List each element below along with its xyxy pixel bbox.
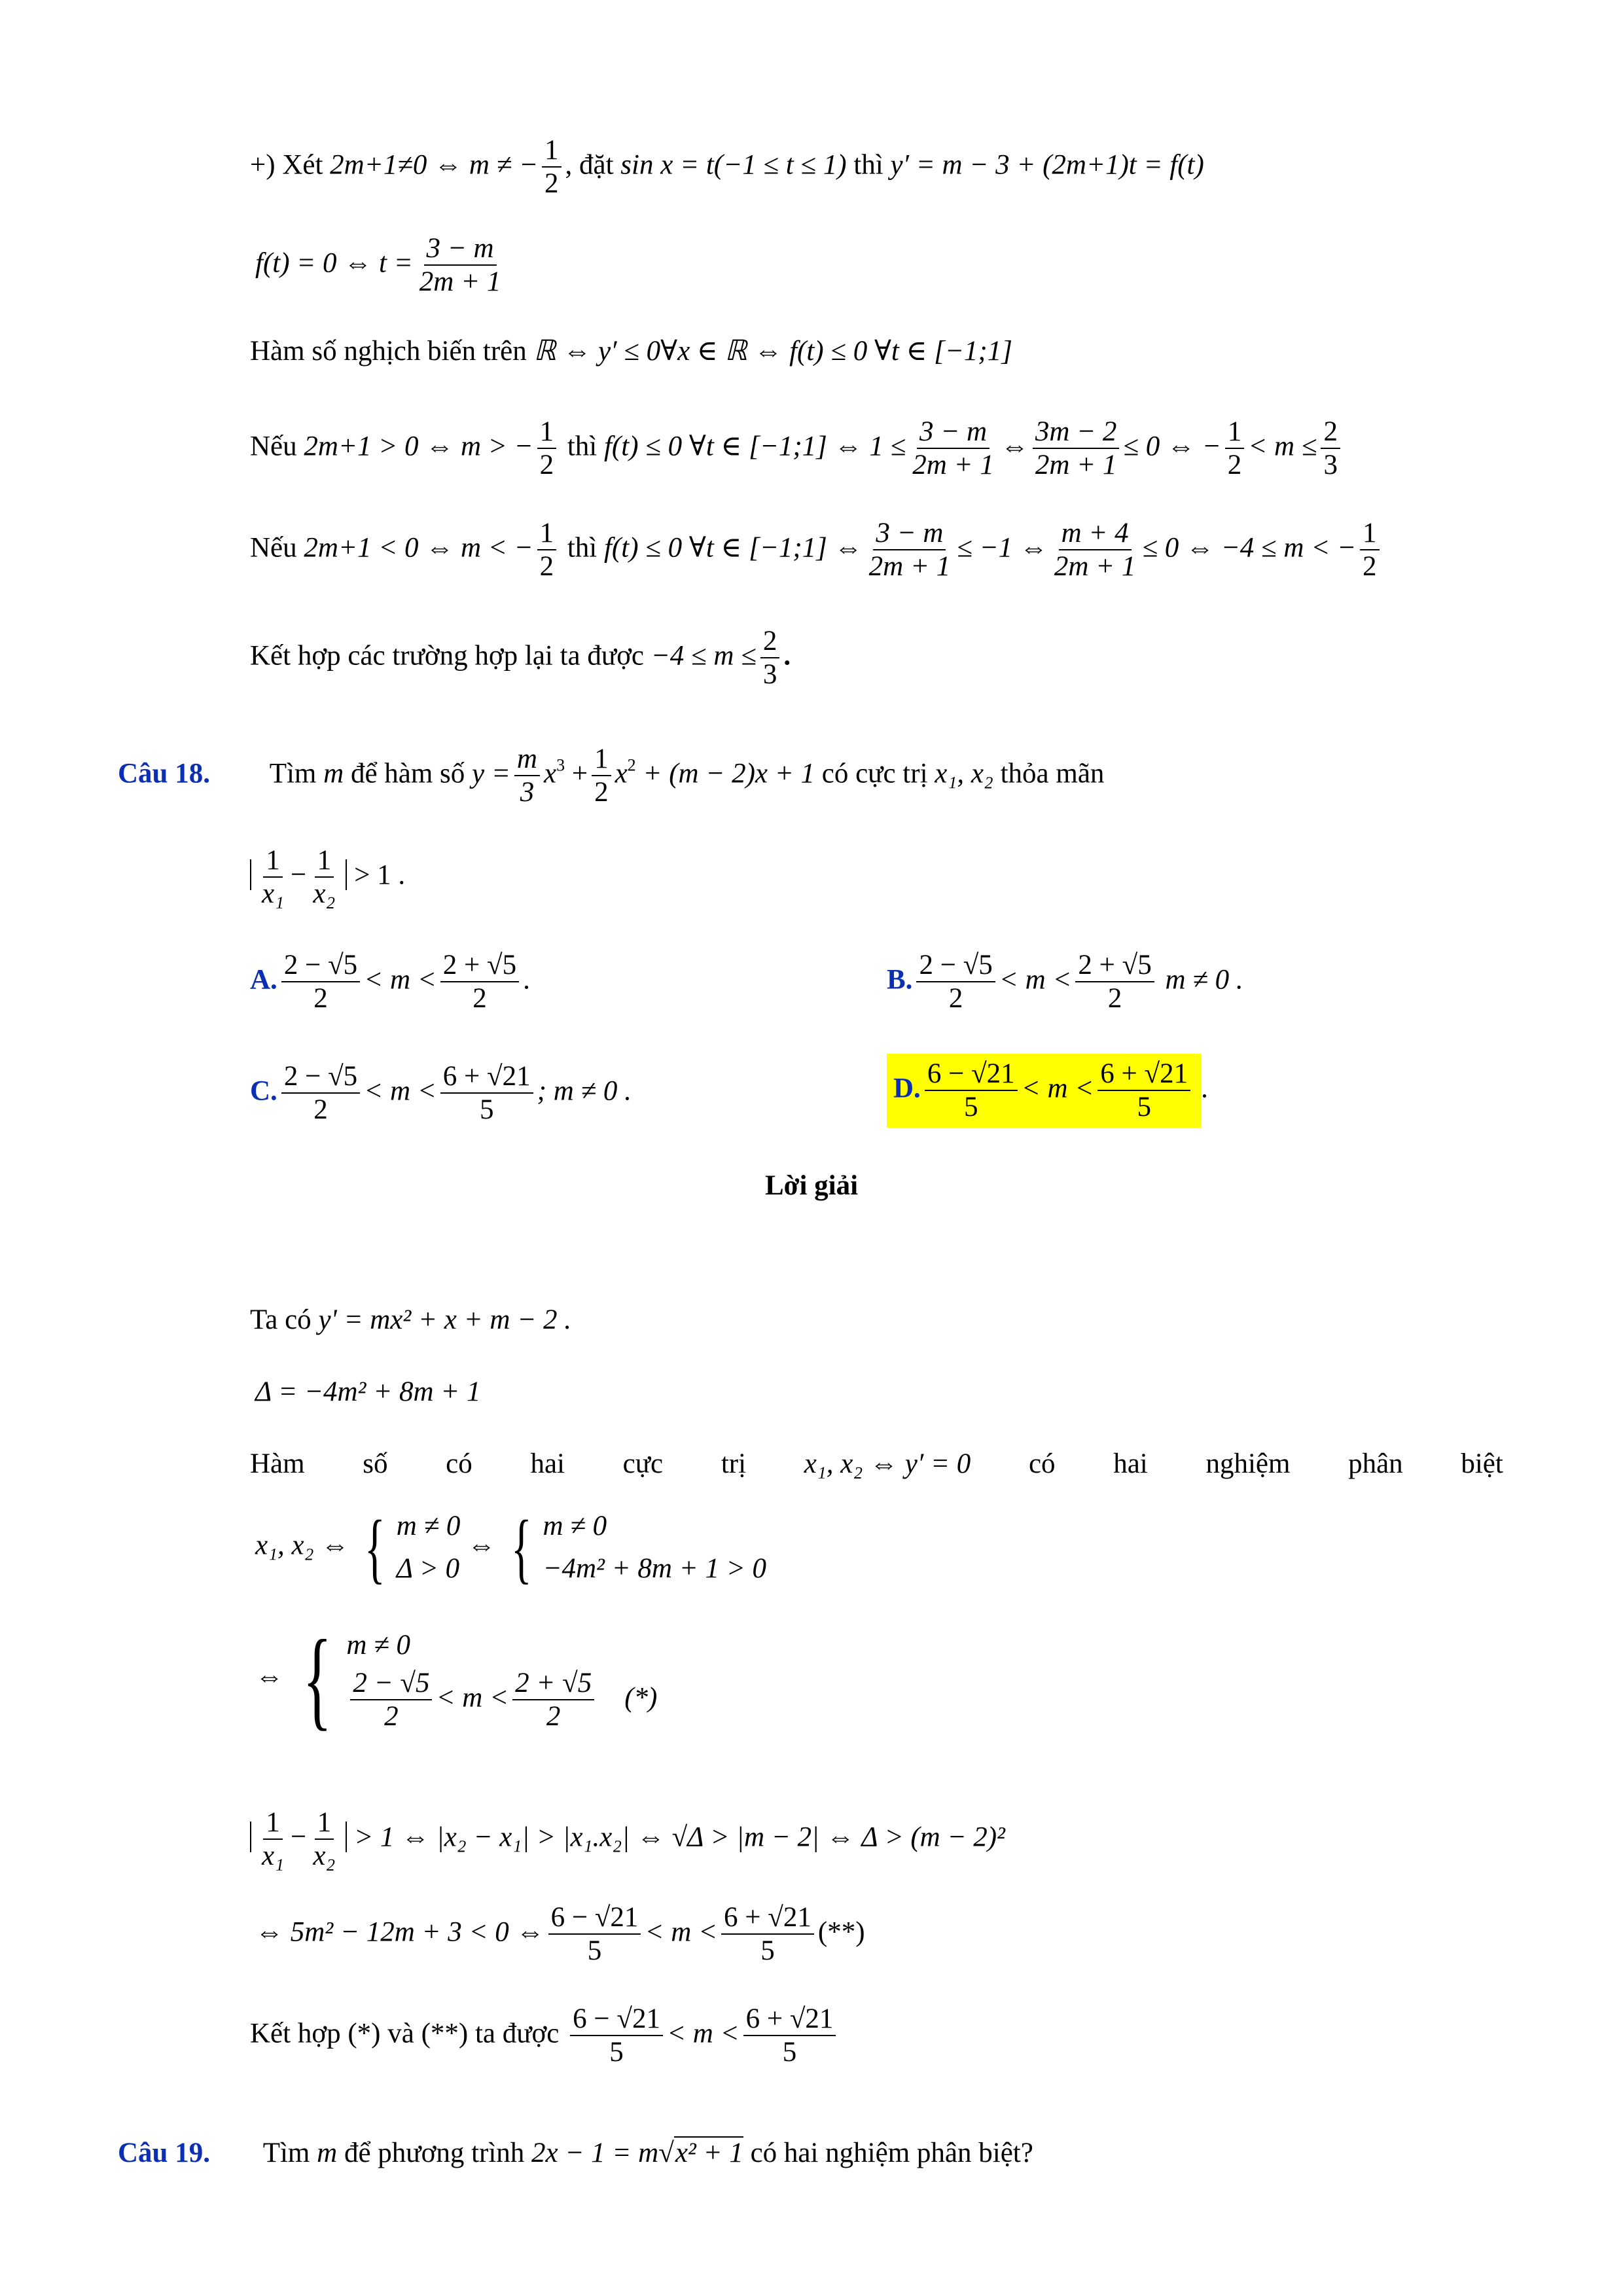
word: cực [622, 1448, 664, 1479]
word: phân [1348, 1448, 1403, 1479]
justified-words [250, 1450, 1503, 1478]
option-c[interactable]: C. $\frac{2 - √5}{2}$ < m < $\frac{6 + √21}{5}$ ; m ≠ 0 . [250, 1061, 632, 1126]
line-decreasing-condition: Hàm số nghịch biến trên ℝ ⇔ y′ ≤ 0∀x ∈ ℝ ⇔ f(t) ≤ 0 ∀t ∈ [−1;1] [250, 336, 1012, 367]
word: số [363, 1448, 388, 1479]
fraction: $\frac{6 - √21}{5}$ [548, 1901, 641, 1967]
fraction: $\frac{3 - m}{2m + 1}$ [912, 416, 994, 481]
fraction: $\frac{2 + √5}{2}$ [1075, 949, 1154, 1015]
question-18-condition: $\frac{1}{\text{x₁}}$ − $\frac{1}{\text{x₂}}$ > 1 . [250, 844, 405, 910]
fraction: $\frac{1}{\text{x₂}}$ [313, 1807, 336, 1872]
fraction: $\frac{2 + √5}{2}$ [440, 949, 519, 1015]
fraction: $\frac{6 - √21}{5}$ [570, 2003, 663, 2069]
fraction: $\frac{2}{3}$ [1321, 416, 1340, 482]
option-d[interactable]: D. $\frac{6 - √21}{5}$ < m < $\frac{6 + √21}{5}$ . [887, 1054, 1208, 1128]
fraction: $\frac{1}{\text{x₁}}$ [262, 845, 285, 910]
question-18-prompt: Câu 18. Tìm m để hàm số y = $\frac{m}{3}$ $x^3$ + $\frac{1}{2}$ $x^2 + (m - 2)x + 1$ có cực trị x₁, x₂ thỏa mãn [118, 744, 1105, 808]
question-label: Câu 19. [118, 2138, 210, 2168]
fraction: $\frac{2 + √5}{2}$ [512, 1667, 594, 1733]
solution-derivative: Ta có y' = mx² + x + m − 2 . [250, 1304, 571, 1335]
solution-system-2: ⇔ { m ≠ 0 $\frac{2 - √5}{2}$ < m < $\frac{2 + √5}{2}$ (*) [255, 1617, 658, 1740]
fraction: $\frac{1}{2}$ [1225, 416, 1245, 482]
fraction: $\frac{3 - m}{2m + 1}$ [868, 518, 951, 583]
fraction: $\frac{2 - √5}{2}$ [350, 1667, 432, 1733]
system-brace: { m ≠ 0 −4m² + 8m + 1 > 0 [510, 1503, 767, 1591]
fraction: $\frac{1}{2}$ [1360, 517, 1380, 583]
word: x₁, x₂ ⇔ y′ = 0 [804, 1448, 971, 1479]
word: hai [1113, 1448, 1148, 1479]
solution-system-1: x₁, x₂ ⇔ { m ≠ 0 Δ > 0 ⇔ { m ≠ 0 −4m² + 8m + 1 > 0 [255, 1503, 767, 1591]
option-a[interactable]: A. $\frac{2 - √5}{2}$ < m < $\frac{2 + √5}{2}$ . [250, 950, 530, 1014]
question-label: Câu 18. [118, 758, 210, 789]
fraction: $\frac{1}{\text{x₁}}$ [262, 1807, 285, 1872]
word: có [1028, 1448, 1056, 1479]
line-case-negative: Nếu 2m+1 < 0 ⇔ m < − $\frac{1}{2}$ thì f(t) ≤ 0 ∀t ∈ [−1;1] ⇔ $\frac{3 - m}{2m + 1}$ ≤ −1 ⇔ $\frac{m + 4}{2m + 1}$ ≤ 0 ⇔ −4 ≤ m < − $\frac{1}{2}$ [250, 517, 1383, 583]
fraction: $\frac{1}{2}$ [592, 743, 611, 809]
fraction: $\frac{1}{\text{x₂}}$ [313, 845, 336, 910]
fraction: $\frac{1}{2}$ [537, 416, 557, 482]
word: Hàm [250, 1448, 305, 1479]
line-combined-result: Kết hợp các trường hợp lại ta được −4 ≤ m ≤ $\frac{2}{3}$ . [250, 626, 791, 691]
fraction: $\frac{2 - √5}{2}$ [281, 949, 360, 1015]
fraction: $\frac{2}{3}$ [760, 625, 780, 691]
fraction: $\frac{2 - √5}{2}$ [281, 1060, 360, 1126]
fraction: $\frac{m + 4}{2m + 1}$ [1054, 518, 1136, 583]
fraction: $\frac{6 + √21}{5}$ [721, 1901, 814, 1967]
system-brace: { m ≠ 0 Δ > 0 [365, 1503, 461, 1591]
fraction: $\frac{2 - √5}{2}$ [916, 949, 995, 1015]
question-19-prompt: Câu 19. Tìm m để phương trình 2x − 1 = m√x² + 1 có hai nghiệm phân biệt? [118, 2138, 1033, 2168]
solution-quadratic: ⇔ 5m² − 12m + 3 < 0 ⇔ $\frac{6 - √21}{5}$ < m < $\frac{6 + √21}{5}$ (**) [255, 1902, 865, 1967]
fraction: $\frac{1}{2}$ [537, 517, 557, 583]
fraction: $\frac{m}{3}$ [514, 743, 540, 809]
word: nghiệm [1205, 1448, 1291, 1479]
fraction: $\frac{1}{2}$ [542, 134, 562, 200]
option-d-highlight: D. $\frac{6 - √21}{5}$ < m < $\frac{6 + √21}{5}$ [887, 1054, 1201, 1128]
solution-heading: Lời giải [764, 1170, 859, 1201]
fraction: $\frac{6 + √21}{5}$ [440, 1060, 533, 1126]
word: trị [721, 1448, 747, 1479]
fraction: $\frac{3 - m}{2m + 1}$ [419, 233, 501, 298]
word: có [446, 1448, 473, 1479]
solution-conclusion: Kết hợp (*) và (**) ta được $\frac{6 - √21}{5}$ < m < $\frac{6 + √21}{5}$ [250, 2003, 840, 2069]
system-brace: { m ≠ 0 $\frac{2 - √5}{2}$ < m < $\frac{2 + √5}{2}$ (*) [302, 1617, 658, 1740]
solution-discriminant: Δ = −4m² + 8m + 1 [255, 1376, 481, 1407]
word: hai [530, 1448, 565, 1479]
word: biệt [1461, 1448, 1503, 1479]
line-case-positive: Nếu 2m+1 > 0 ⇔ m > − $\frac{1}{2}$ thì f(t) ≤ 0 ∀t ∈ [−1;1] ⇔ 1 ≤ $\frac{3 - m}{2m + 1}$ ⇔ $\frac{3m - 2}{2m + 1}$ ≤ 0 ⇔ − $\frac{1}{2}$ < m ≤ $\frac{2}{3}$ [250, 416, 1344, 482]
line-set-t: +) Xét 2m+1≠0 ⇔ m ≠ − $\frac{1}{2}$ , đặt sin x = t(−1 ≤ t ≤ 1) thì y′ = m − 3 + (2m+1)t = f(t) [250, 135, 1204, 200]
fraction: $\frac{6 - √21}{5}$ [925, 1058, 1018, 1124]
option-b[interactable]: B. $\frac{2 - √5}{2}$ < m < $\frac{2 + √5}{2}$ m ≠ 0 . [887, 950, 1243, 1014]
fraction: $\frac{6 + √21}{5}$ [1097, 1058, 1190, 1124]
fraction: $\frac{6 + √21}{5}$ [743, 2003, 836, 2069]
solution-two-extrema [250, 1450, 1503, 1478]
fraction: $\frac{3m - 2}{2m + 1}$ [1033, 416, 1120, 482]
line-ft-root: f(t) = 0 ⇔ t = $\frac{3 - m}{2m + 1}$ [255, 232, 507, 298]
solution-condition-chain: $\frac{1}{\text{x₁}}$ − $\frac{1}{\text{x₂}}$ > 1 ⇔ |x₂ − x₁| > |x₁.x₂| ⇔ √Δ > |m − 2| ⇔ Δ > (m − 2)² [250, 1806, 1005, 1873]
